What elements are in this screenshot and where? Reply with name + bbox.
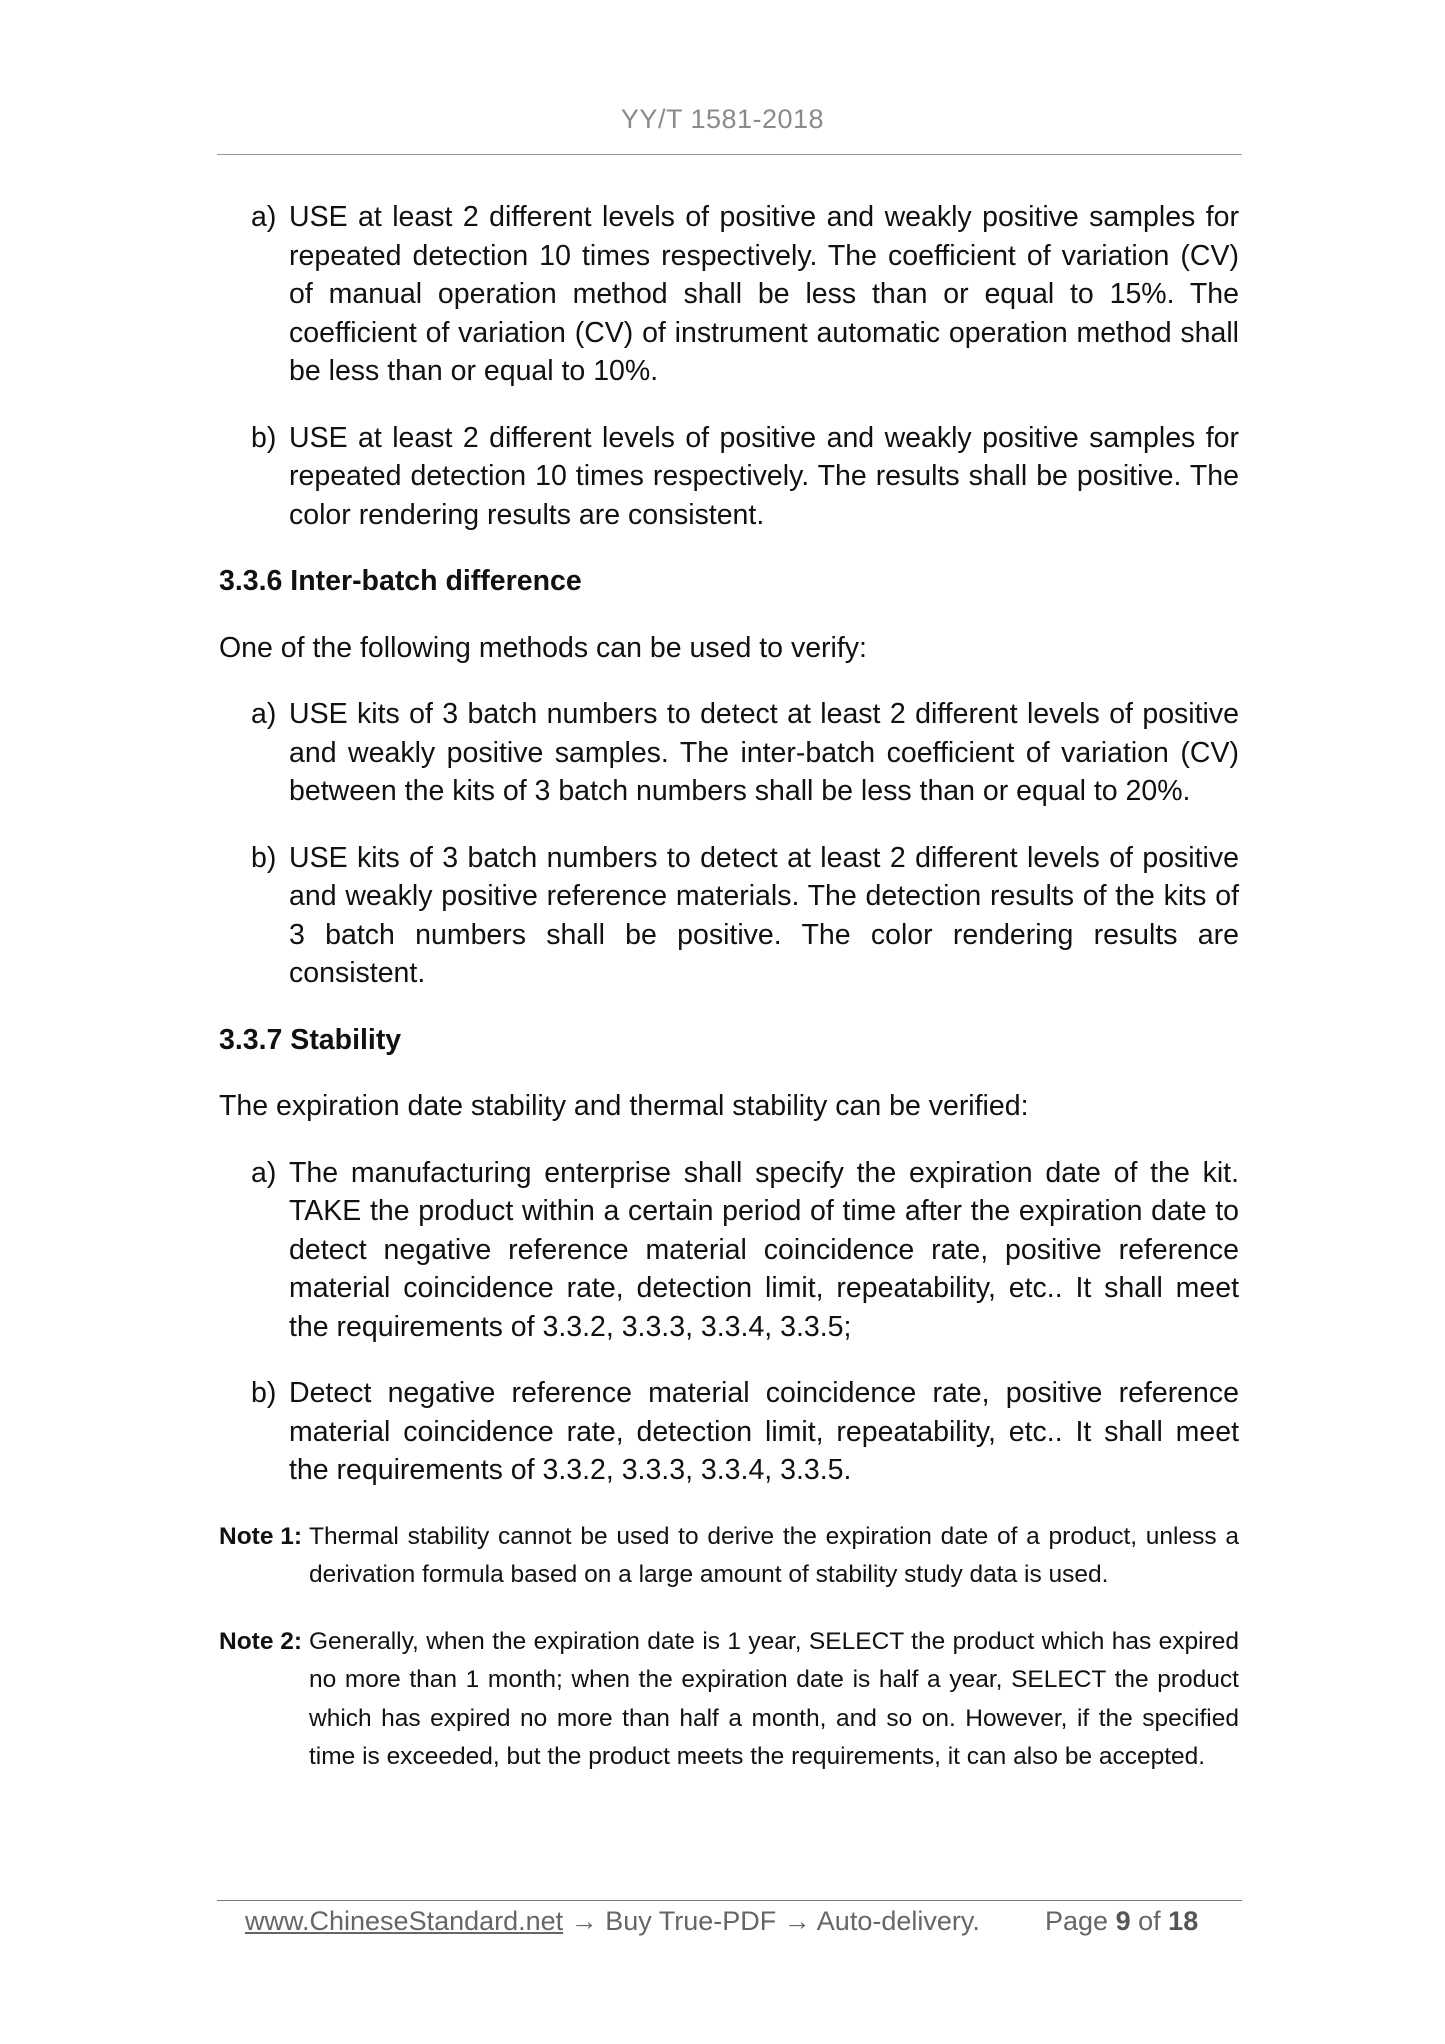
list-marker: b) [251, 841, 277, 874]
list-item [219, 198, 1239, 391]
note-2 [219, 1623, 1239, 1777]
list-marker: b) [251, 421, 277, 454]
of-word: of [1138, 1906, 1161, 1936]
document-id-header: YY/T 1581-2018 [620, 104, 825, 134]
total-pages: 18 [1168, 1906, 1199, 1936]
header-divider [217, 154, 1242, 155]
page-number: 9 [1115, 1906, 1131, 1936]
list-item-text: USE at least 2 different levels of positive and weakly positive samples for repeated detection 10 times respectively. The coefficient of variation (CV) of manual operation method shall be less than or equal to 15%. The coefficient of variation (CV) of instrument automatic operation method shall be less than or equal to 10%. [289, 201, 1239, 387]
page-footer [245, 1906, 1220, 1937]
list-item-text: USE at least 2 different levels of positive and weakly positive samples for repeated detection 10 times respectively. The results shall be positive. The color rendering results are consistent. [289, 421, 1239, 531]
site-link[interactable]: www.ChineseStandard.net [245, 1906, 564, 1936]
list-item-text: USE kits of 3 batch numbers to detect at least 2 different levels of positive and weakly positive samples. The inter-batch coefficient of variation (CV) between the kits of 3 batch numbers shall be less than or equal to 20%. [289, 698, 1239, 807]
section-intro: One of the following methods can be used to verify: [219, 631, 867, 664]
section-heading-3-3-6: 3.3.6 Inter-batch difference [219, 565, 582, 597]
note-label: Note 1: [219, 1522, 303, 1550]
arrow-right-icon: → [570, 1906, 598, 1936]
section-intro: The expiration date stability and thermal stability can be verified: [219, 1090, 1029, 1122]
list-item [219, 695, 1239, 811]
buy-text: Buy True-PDF [605, 1906, 777, 1936]
list-item [219, 419, 1239, 535]
page-indicator [1045, 1906, 1198, 1937]
list-marker: b) [251, 1377, 277, 1409]
list-marker: a) [251, 1156, 277, 1189]
page-content [219, 198, 1239, 1805]
list-item-text: The manufacturing enterprise shall specify the expiration date of the kit. TAKE the product within a certain period of time after the expiration date to detect negative reference material coincidence rate, positive reference material coincidence rate, detection limit, repeatability, etc.. It shall meet the requirements of 3.3.2, 3.3.3, 3.3.4, 3.3.5; [289, 1156, 1239, 1343]
section-heading-3-3-7: 3.3.7 Stability [219, 1023, 402, 1056]
list-item-text: Detect negative reference material coincidence rate, positive reference material coincidence rate, detection limit, repeatability, etc.. It shall meet the requirements of 3.3.2, 3.3.3, 3.3.4, 3.3.5. [289, 1377, 1239, 1486]
note-1 [219, 1518, 1239, 1595]
list-marker: a) [251, 201, 277, 233]
note-text: Thermal stability cannot be used to derive the expiration date of a product, unless a derivation formula based on a large amount of stability study data is used. [309, 1522, 1239, 1588]
list-item [219, 1154, 1239, 1347]
list-item [219, 1374, 1239, 1490]
footer-divider [217, 1900, 1242, 1901]
notes-block [219, 1518, 1239, 1777]
delivery-text: Auto-delivery. [816, 1906, 980, 1936]
arrow-right-icon: → [783, 1906, 811, 1936]
list-marker: a) [251, 698, 277, 730]
page-word: Page [1045, 1906, 1109, 1936]
note-text: Generally, when the expiration date is 1 year, SELECT the product which has expired no more than 1 month; when the expiration date is half a year, SELECT the product which has expired no more than half a month, and so on. However, if the specified time is exceeded, but the product meets the requirements, it can also be accepted. [309, 1627, 1239, 1770]
list-item-text: USE kits of 3 batch numbers to detect at least 2 different levels of positive and weakly positive reference materials. The detection results of the kits of 3 batch numbers shall be positive. The color rendering results are consistent. [289, 841, 1239, 989]
list-item [219, 839, 1239, 993]
note-label: Note 2: [219, 1627, 303, 1655]
